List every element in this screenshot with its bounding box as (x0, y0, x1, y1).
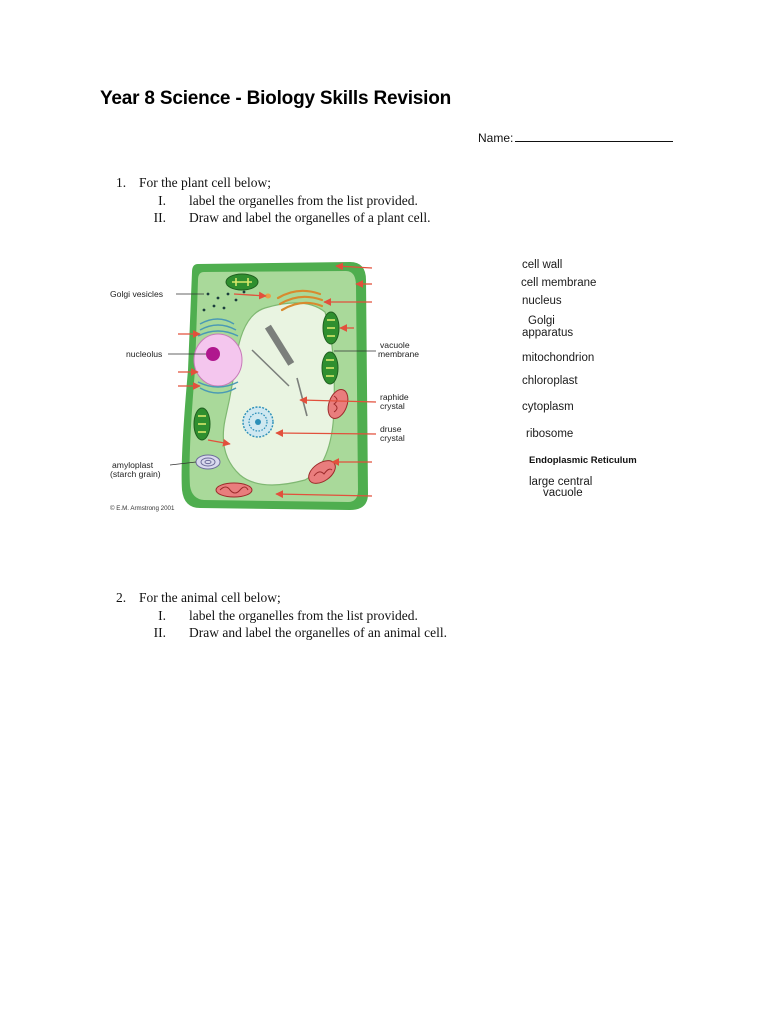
word-large-central: large central (529, 476, 593, 488)
question-2-item-1-numeral: I. (158, 607, 166, 623)
question-2-number: 2. (116, 590, 127, 605)
copyright-note: © E.M. Armstrong 2001 (110, 505, 175, 512)
chloroplast (322, 352, 338, 384)
question-1-item-2-numeral: II. (153, 210, 166, 225)
label-vacuole-membrane-line-1: vacuole (380, 340, 410, 350)
druse-crystal (243, 407, 273, 437)
name-field[interactable] (478, 130, 673, 145)
plant-cell-diagram (100, 250, 460, 518)
word-apparatus: apparatus (522, 327, 574, 339)
question-2-item-1-text: label the organelles from the list provided. (189, 607, 418, 623)
label-golgi-vesicles: Golgi vesicles (110, 289, 164, 299)
question-2-item-2-numeral: II. (153, 625, 166, 640)
label-druse-line-2: crystal (380, 433, 405, 443)
word-ribosome: ribosome (526, 428, 574, 440)
word-nucleus: nucleus (522, 295, 562, 307)
label-nucleolus: nucleolus (126, 349, 163, 359)
label-raphide-line-2: crystal (380, 401, 405, 411)
name-blank-line[interactable] (515, 130, 673, 142)
label-amyloplast-line-2: (starch grain) (110, 469, 161, 479)
chloroplast (323, 312, 339, 344)
word-mitochondrion: mitochondrion (522, 352, 595, 364)
word-golgi: Golgi (528, 315, 555, 327)
question-2-item-2-text: Draw and label the organelles of an animal cell. (189, 625, 448, 640)
question-2-stem: For the animal cell below; (139, 590, 281, 605)
question-1-stem: For the plant cell below; (139, 175, 271, 190)
word-cytoplasm: cytoplasm (522, 401, 574, 413)
label-raphide-line-1: raphide (380, 392, 409, 402)
word-cell-wall: cell wall (522, 259, 563, 271)
label-vacuole-membrane-line-2: membrane (378, 349, 420, 359)
name-label: Name: (478, 131, 514, 145)
nucleolus (206, 347, 220, 361)
question-1-item-2-text: Draw and label the organelles of a plant cell. (189, 210, 431, 225)
label-druse-line-1: druse (380, 424, 402, 434)
mitochondrion (216, 483, 252, 497)
chloroplast (194, 408, 210, 440)
word-endoplasmic-reticulum: Endoplasmic Reticulum (529, 455, 637, 466)
amyloplast (196, 455, 220, 469)
word-cell-membrane: cell membrane (521, 277, 597, 289)
question-1-number: 1. (116, 175, 127, 190)
word-chloroplast: chloroplast (522, 375, 578, 387)
worksheet-title: Year 8 Science - Biology Skills Revision (100, 88, 452, 109)
question-1-item-1-text: label the organelles from the list provided. (189, 192, 418, 208)
question-1-item-1-numeral: I. (158, 192, 166, 208)
chloroplast (226, 274, 258, 290)
nucleus (194, 334, 242, 386)
word-vacuole: vacuole (543, 487, 583, 499)
label-amyloplast-line-1: amyloplast (112, 460, 154, 470)
